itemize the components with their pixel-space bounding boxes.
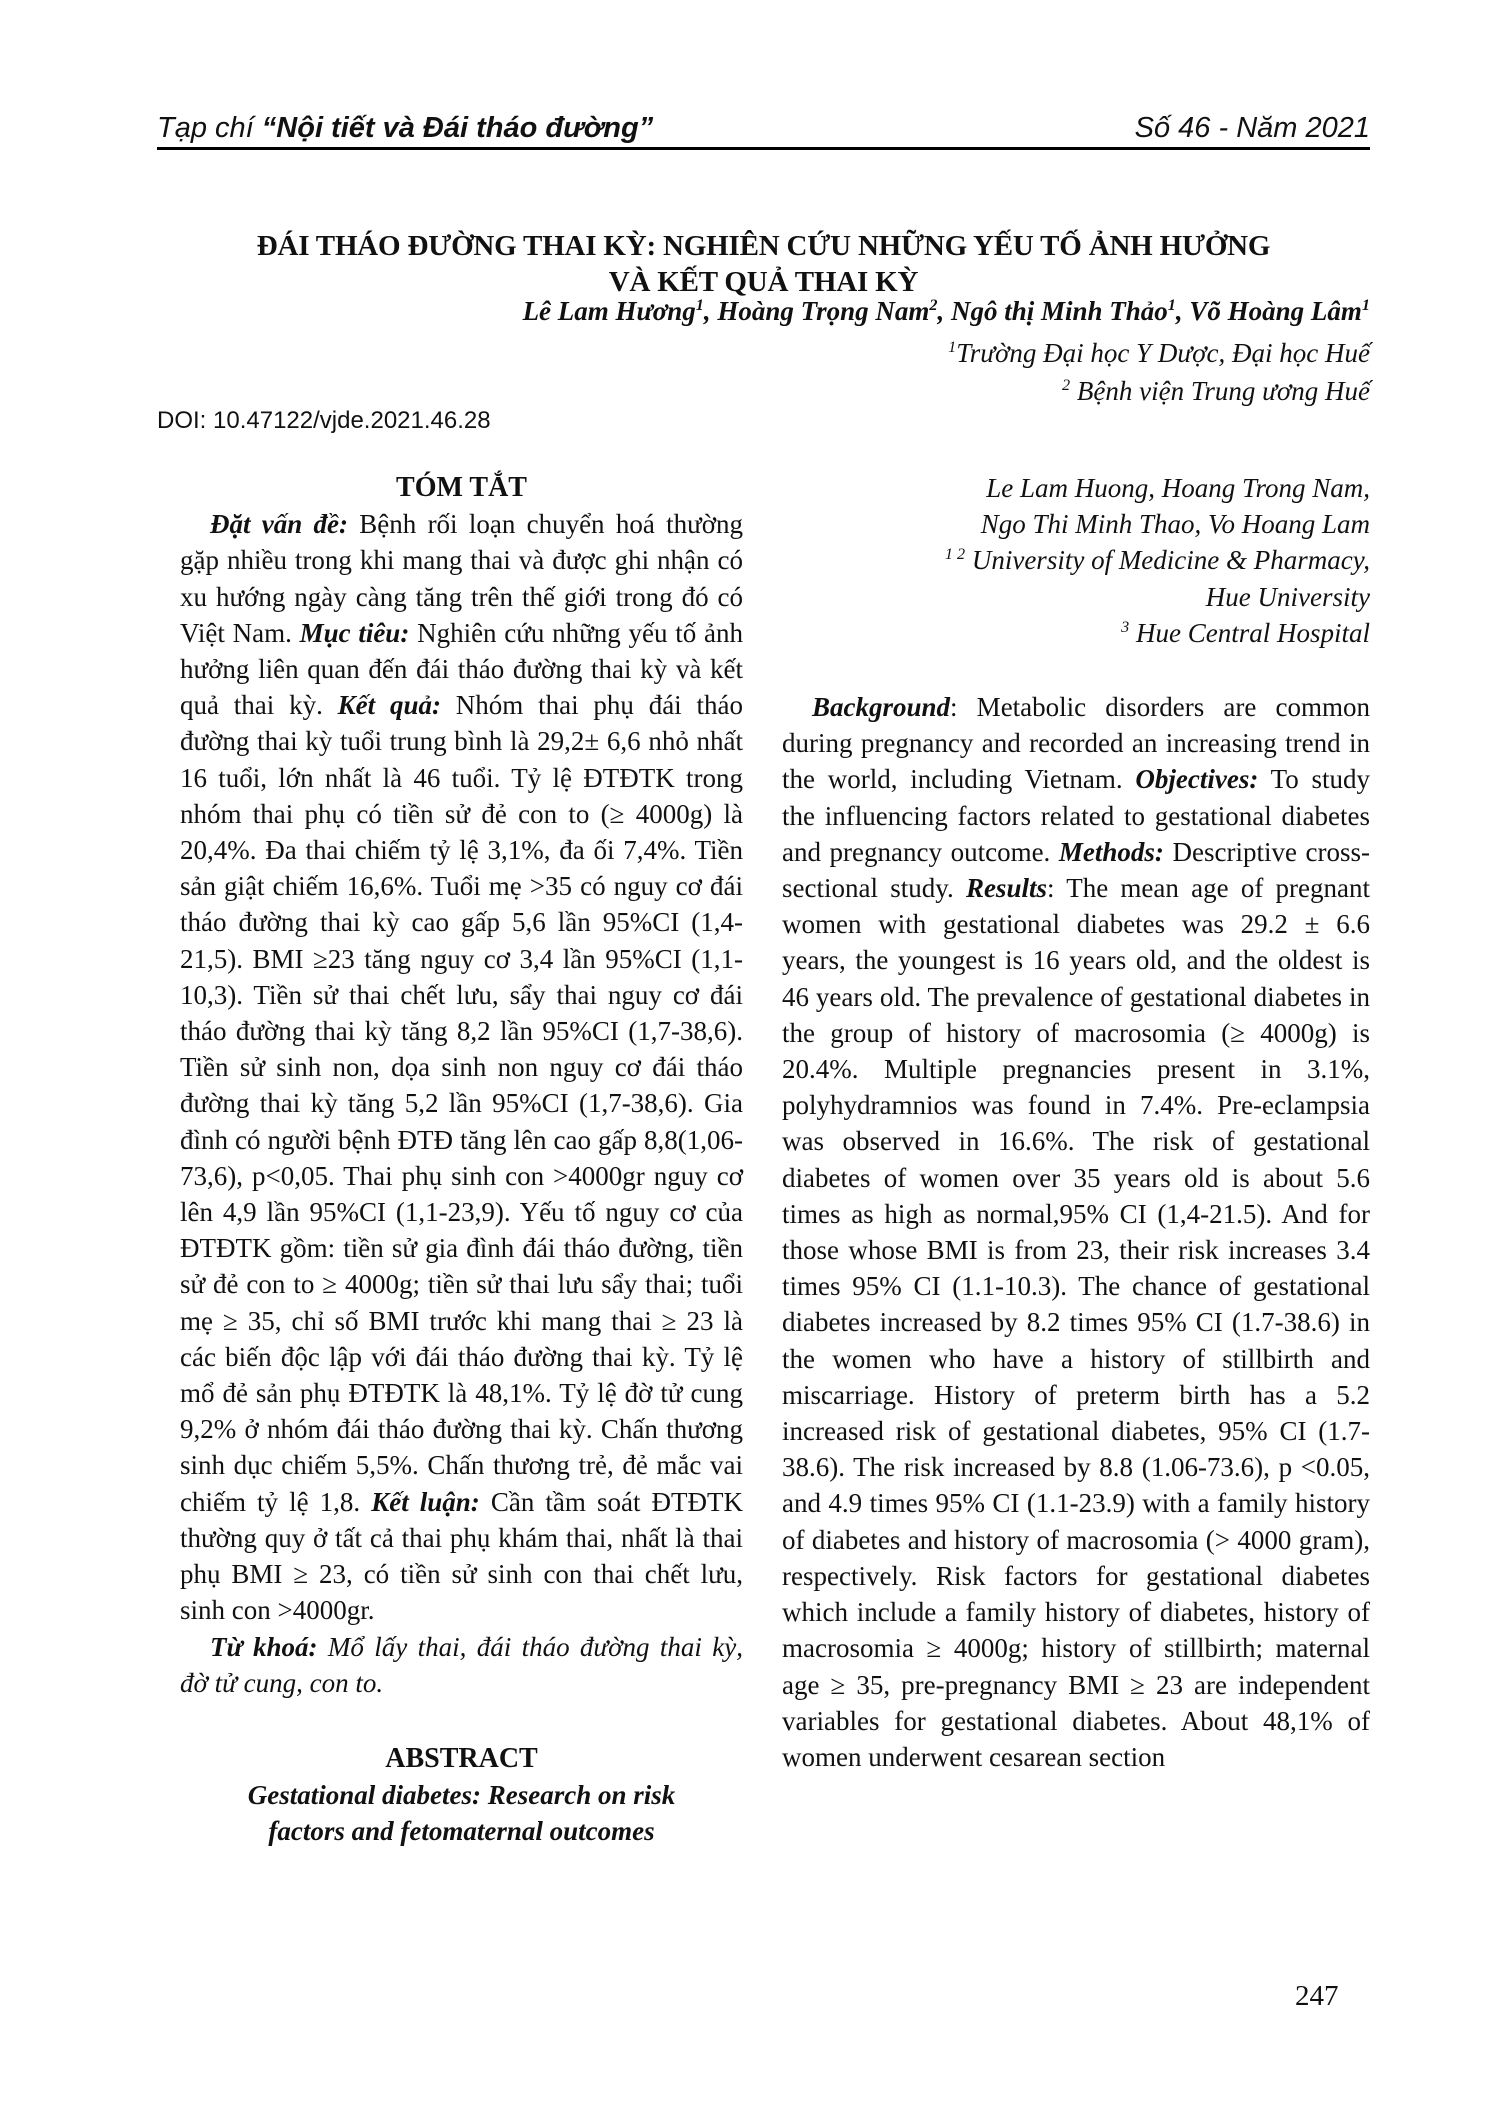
section-text: Nhóm thai phụ đái tháo đường thai kỳ tuổi trung bình là 29,2± 6,6 nhỏ nhất 16 tuổi, lớn nhất là 46 tuổi. Tỷ lệ ĐTĐTK trong nhóm thai phụ có tiền sử đẻ con to (≥ 4000g) là 20,4%. Đa thai chiếm tỷ lệ 3,1%, đa ối 7,4%. Tiền sản giật chiếm 16,6%. Tuổi mẹ >35 có nguy cơ đái tháo đường thai kỳ cao gấp 5,6 lần 95%CI (1,4-21,5). BMI ≥23 tăng nguy cơ 3,4 lần 95%CI (1,1-10,3). Tiền sử thai chết lưu, sẩy thai nguy cơ đái tháo đường thai kỳ tăng 8,2 lần 95%CI (1,7-38,6). Tiền sử sinh non, dọa sinh non nguy cơ đái tháo đường thai kỳ tăng 5,2 lần 95%CI (1,7-38,6). Gia đình có người bệnh ĐTĐ tăng lên cao gấp 8,8(1,06-73,6), p<0,05. Thai phụ sinh con >4000gr nguy cơ lên 4,9 lần 95%CI (1,1-23,9). Yếu tố nguy cơ của ĐTĐTK gồm: tiền sử gia đình đái tháo đường, tiền sử đẻ con to ≥ 4000g; tiền sử thai lưu sẩy thai; tuổi mẹ ≥ 35, chỉ số BMI trước khi mang thai ≥ 23 là các biến độc lập với đái tháo đường thai kỳ. Tỷ lệ mổ đẻ sản phụ ĐTĐTK là 48,1%. Tỷ lệ đờ tử cung 9,2% ở nhóm đái tháo đường thai kỳ. Chấn thương sinh dục chiếm 5,5%. Chấn thương trẻ, đẻ mắc vai chiếm tỷ lệ 1,8. bbox=[180, 690, 743, 1517]
author-name: Ngô thị Minh Thảo bbox=[950, 296, 1168, 326]
section-label: Kết luận: bbox=[371, 1486, 480, 1517]
affil-text: Hue University bbox=[1205, 581, 1370, 612]
summary-heading: TÓM TẮT bbox=[396, 472, 527, 503]
author-affil-mark: 1 bbox=[1361, 296, 1370, 314]
keywords bbox=[180, 1629, 743, 1701]
keywords-label: Từ khoá: bbox=[210, 1631, 318, 1662]
author-list: Lê Lam Hương$^1$, Hoàng Trọng Nam$^2$, Ngô thị Minh Thảo$^1$, Võ Hoàng Lâm$^1$ bbox=[522, 296, 1370, 326]
affiliation bbox=[948, 334, 1370, 372]
header-rule bbox=[157, 147, 1370, 150]
affil-text: Hue Central Hospital bbox=[1129, 617, 1370, 648]
section-label: Kết quả: bbox=[337, 690, 441, 721]
article-title-line1: ĐÁI THÁO ĐƯỜNG THAI KỲ: NGHIÊN CỨU NHỮNG YẾU TỐ ẢNH HƯỞNG bbox=[256, 230, 1271, 262]
affil-text: Trường Đại học Y Dược, Đại học Huế bbox=[956, 338, 1370, 368]
section-label: Đặt vấn đề: bbox=[210, 509, 349, 540]
author-name: Lê Lam Hương bbox=[522, 296, 696, 326]
abstract-affiliation bbox=[782, 615, 1370, 651]
affil-mark: 1 2 bbox=[944, 545, 966, 564]
keywords-text: Mổ lấy thai, đái tháo đường thai kỳ, đờ tử cung, con to. bbox=[180, 1631, 743, 1698]
issue-label: Số 46 - Năm 2021 bbox=[1134, 112, 1370, 144]
author-affil-mark: 2 bbox=[929, 296, 938, 314]
affiliation bbox=[948, 372, 1370, 410]
section-label: Results bbox=[965, 873, 1047, 904]
article-title bbox=[157, 228, 1370, 300]
summary-paragraph bbox=[180, 506, 743, 1628]
doi-link[interactable]: DOI: 10.47122/vjde.2021.46.28 bbox=[157, 407, 491, 434]
section-text: : The mean age of pregnant women with gestational diabetes was 29.2 ± 6.6 years, the youngest is 16 years old, and the oldest is 46 years old. The prevalence of gestational diabetes in the group of history of macrosomia (≥ 4000g) is 20.4%. Multiple pregnancies present in 3.1%, polyhydramnios was found in 7.4%. Pre-eclampsia was observed in 16.6%. The risk of gestational diabetes of women over 35 years old is about 5.6 times as high as normal,95% CI (1,4-21.5). And for those whose BMI is from 23, their risk increases 3.4 times 95% CI (1.1-10.3). The chance of gestational diabetes increased by 8.2 times 95% CI (1.7-38.6) in the women who have a history of stillbirth and miscarriage. History of preterm birth has a 5.2 increased risk of gestational diabetes, 95% CI (1.7-38.6). The risk increased by 8.8 (1.06-73.6), p <0.05, and 4.9 times 95% CI (1.1-23.9) with a family history of diabetes and history of macrosomia (> 4000 gram), respectively. Risk factors for gestational diabetes which include a family history of diabetes, history of macrosomia ≥ 4000g; history of stillbirth; maternal age ≥ 35, pre-pregnancy BMI ≥ 23 are independent variables for gestational diabetes. About 48,1% of women underwent cesarean section bbox=[782, 873, 1370, 1772]
summary-vietnamese bbox=[180, 470, 743, 1850]
abstract-heading: ABSTRACT bbox=[385, 1742, 538, 1774]
section-text: Descriptive cross-sectional study. bbox=[782, 836, 1370, 904]
affiliations bbox=[948, 334, 1370, 410]
author-affil-mark: 1 bbox=[695, 296, 704, 314]
section-label: Objectives: bbox=[1135, 764, 1259, 795]
section-text: : Metabolic disorders are common during pregnancy and recorded an increasing trend in the world, including Vietnam. bbox=[782, 692, 1370, 795]
affil-text: Bệnh viện Trung ương Huế bbox=[1070, 376, 1370, 406]
author-name: Hoàng Trọng Nam bbox=[717, 296, 930, 326]
affil-mark: 2 bbox=[1062, 376, 1071, 394]
running-header bbox=[157, 112, 1370, 152]
author-name: Võ Hoàng Lâm bbox=[1189, 296, 1362, 326]
section-text: Nghiên cứu những yếu tố ảnh hưởng liên quan đến đái tháo đường thai kỳ và kết quả thai kỳ. bbox=[180, 617, 743, 721]
affil-text: University of Medicine & Pharmacy, bbox=[965, 545, 1370, 576]
abstract-english bbox=[782, 470, 1370, 1775]
section-text: To study the influencing factors related to gestational diabetes and pregnancy outcome. bbox=[782, 764, 1370, 867]
abstract-title-line1: Gestational diabetes: Research on risk bbox=[247, 1780, 676, 1811]
abstract-affiliation bbox=[782, 542, 1370, 578]
section-label: Background bbox=[812, 692, 951, 723]
journal-title bbox=[157, 112, 653, 145]
page-number: 247 bbox=[1295, 1980, 1339, 2012]
journal-name: “Nội tiết và Đái tháo đường” bbox=[261, 112, 654, 144]
abstract-authors-line1: Le Lam Huong, Hoang Trong Nam, bbox=[986, 473, 1370, 503]
abstract-title bbox=[180, 1777, 743, 1849]
section-text: Bệnh rối loạn chuyển hoá thường gặp nhiều trong khi mang thai và được ghi nhận có xu hướng ngày càng tăng trên thế giới trong đó có Việt Nam. bbox=[180, 509, 743, 648]
section-text: Cần tầm soát ĐTĐTK thường quy ở tất cả thai phụ khám thai, nhất là thai phụ BMI ≥ 23, có tiền sử sinh con thai chết lưu, sinh con >4000gr. bbox=[180, 1486, 743, 1626]
journal-prefix: Tạp chí bbox=[157, 112, 262, 144]
abstract-authors bbox=[782, 470, 1370, 651]
author-affil-mark: 1 bbox=[1167, 296, 1176, 314]
section-label: Mục tiêu: bbox=[299, 617, 410, 648]
abstract-title-line2: factors and fetomaternal outcomes bbox=[268, 1816, 655, 1847]
abstract-authors-line2: Ngo Thi Minh Thao, Vo Hoang Lam bbox=[980, 509, 1370, 540]
affil-mark: 1 bbox=[948, 338, 957, 356]
abstract-paragraph bbox=[782, 689, 1370, 1775]
affil-mark: 3 bbox=[1121, 617, 1130, 636]
section-label: Methods: bbox=[1058, 836, 1164, 867]
article-title-line2: VÀ KẾT QUẢ THAI KỲ bbox=[608, 266, 919, 298]
